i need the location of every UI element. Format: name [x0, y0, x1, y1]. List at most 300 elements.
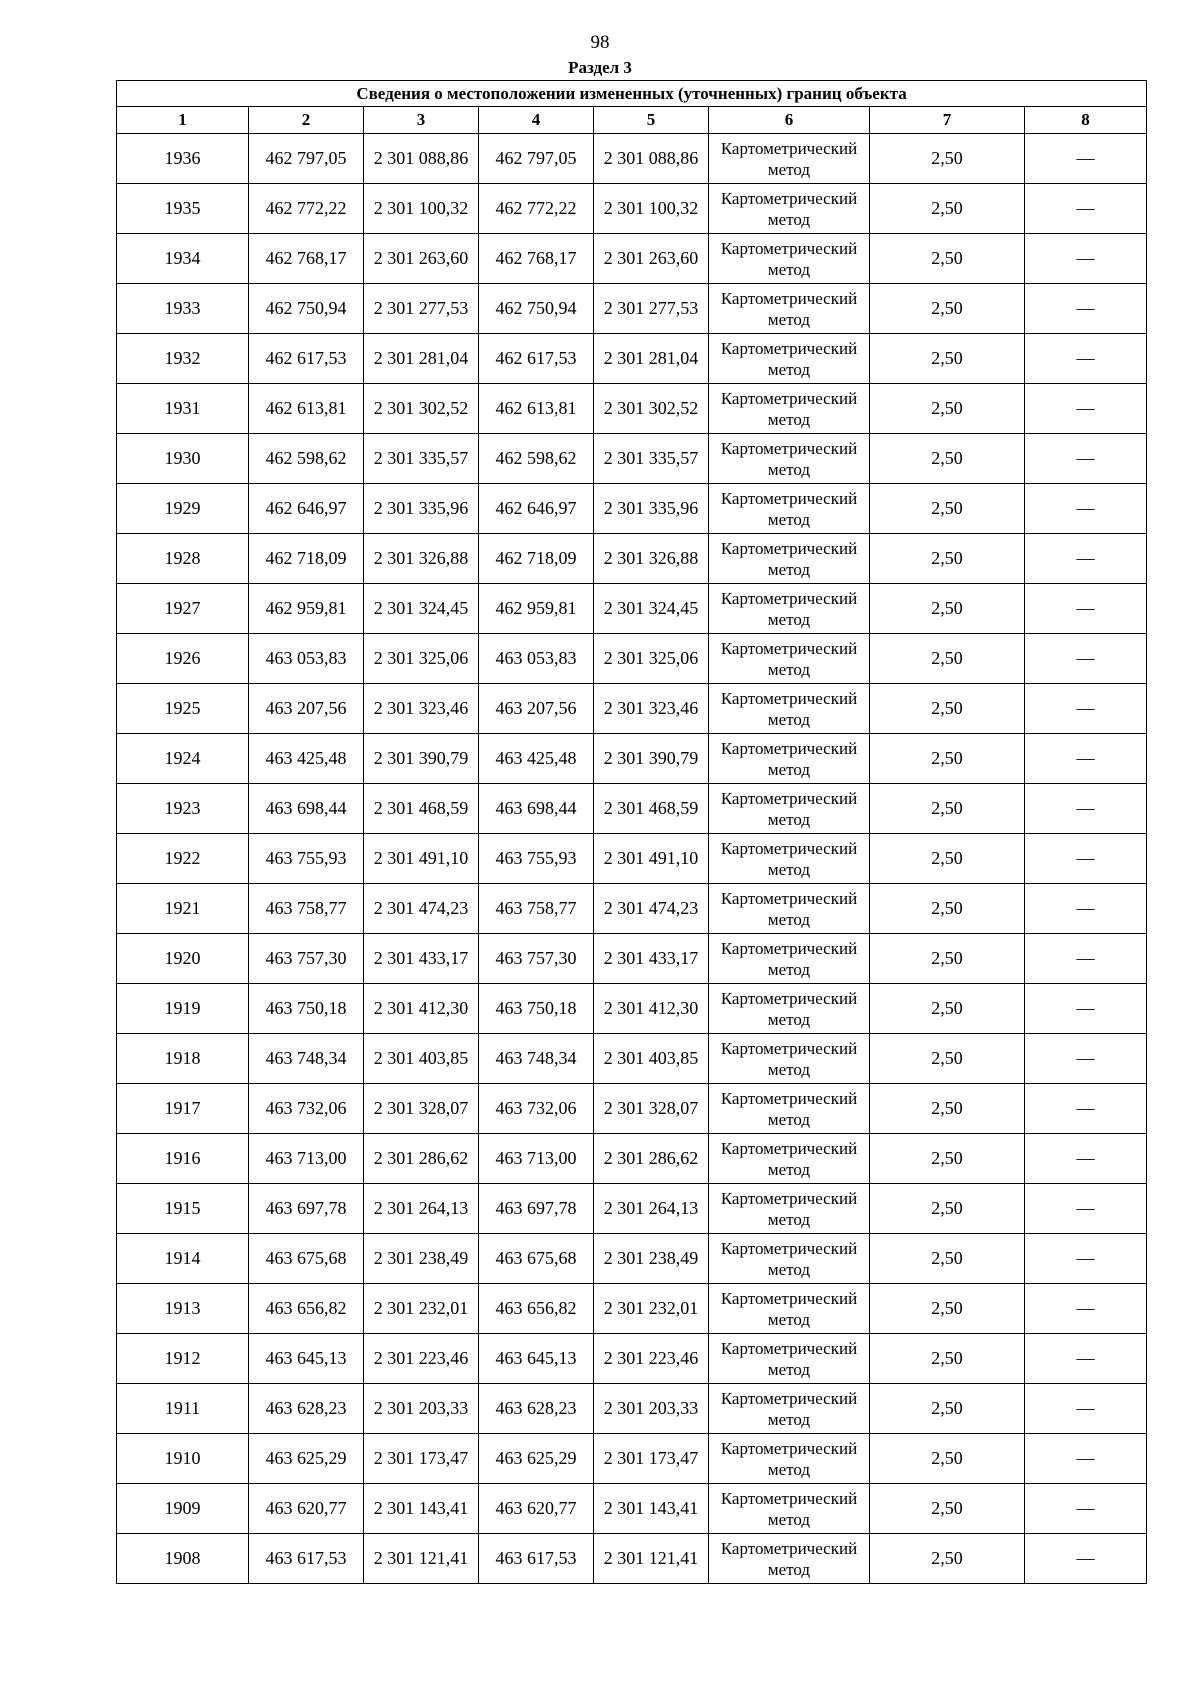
method-text: Картометрический метод: [720, 1038, 858, 1079]
refined-x-cell: 463 698,44: [479, 784, 594, 834]
accuracy-cell: 2,50: [870, 384, 1025, 434]
method-text: Картометрический метод: [720, 238, 858, 279]
existing-y-cell: 2 301 121,41: [364, 1534, 479, 1584]
method-text: Картометрический метод: [720, 838, 858, 879]
method-cell: [709, 1284, 870, 1334]
existing-x-cell: 463 207,56: [249, 684, 364, 734]
method-cell: [709, 834, 870, 884]
accuracy-cell: 2,50: [870, 484, 1025, 534]
page-number: 98: [590, 32, 610, 53]
point-number-cell: 1916: [117, 1134, 249, 1184]
refined-x-cell: 463 732,06: [479, 1084, 594, 1134]
point-number-cell: 1925: [117, 684, 249, 734]
accuracy-cell: 2,50: [870, 1434, 1025, 1484]
note-cell: —: [1025, 1534, 1147, 1584]
table-row: [117, 1234, 1147, 1284]
point-number-cell: 1928: [117, 534, 249, 584]
refined-y-cell: 2 301 491,10: [594, 834, 709, 884]
method-text: Картометрический метод: [720, 1438, 858, 1479]
table-row: [117, 1534, 1147, 1584]
existing-y-cell: 2 301 412,30: [364, 984, 479, 1034]
method-cell: [709, 1184, 870, 1234]
method-cell: [709, 334, 870, 384]
note-cell: —: [1025, 234, 1147, 284]
note-cell: —: [1025, 184, 1147, 234]
point-number-cell: 1917: [117, 1084, 249, 1134]
table-row: [117, 434, 1147, 484]
note-cell: —: [1025, 1184, 1147, 1234]
refined-y-cell: 2 301 433,17: [594, 934, 709, 984]
accuracy-cell: 2,50: [870, 884, 1025, 934]
point-number-cell: 1910: [117, 1434, 249, 1484]
existing-y-cell: 2 301 328,07: [364, 1084, 479, 1134]
method-text: Картометрический метод: [720, 188, 858, 229]
method-text: Картометрический метод: [720, 688, 858, 729]
refined-y-cell: 2 301 335,57: [594, 434, 709, 484]
table-row: [117, 334, 1147, 384]
method-cell: [709, 884, 870, 934]
existing-y-cell: 2 301 143,41: [364, 1484, 479, 1534]
point-number-cell: 1926: [117, 634, 249, 684]
method-text: Картометрический метод: [720, 488, 858, 529]
method-cell: [709, 684, 870, 734]
note-cell: —: [1025, 1284, 1147, 1334]
existing-x-cell: 463 750,18: [249, 984, 364, 1034]
refined-y-cell: 2 301 277,53: [594, 284, 709, 334]
refined-y-cell: 2 301 335,96: [594, 484, 709, 534]
refined-y-cell: 2 301 390,79: [594, 734, 709, 784]
refined-x-cell: 463 628,23: [479, 1384, 594, 1434]
point-number-cell: 1936: [117, 134, 249, 184]
method-cell: [709, 634, 870, 684]
point-number-cell: 1920: [117, 934, 249, 984]
existing-x-cell: 462 617,53: [249, 334, 364, 384]
refined-x-cell: 463 755,93: [479, 834, 594, 884]
existing-x-cell: 463 758,77: [249, 884, 364, 934]
existing-x-cell: 462 797,05: [249, 134, 364, 184]
method-text: Картометрический метод: [720, 388, 858, 429]
existing-y-cell: 2 301 323,46: [364, 684, 479, 734]
existing-x-cell: 463 755,93: [249, 834, 364, 884]
table-row: [117, 584, 1147, 634]
column-number-7: 7: [870, 107, 1025, 134]
method-cell: [709, 484, 870, 534]
refined-x-cell: 463 713,00: [479, 1134, 594, 1184]
refined-x-cell: 463 207,56: [479, 684, 594, 734]
table-row: [117, 1134, 1147, 1184]
table-row: [117, 1484, 1147, 1534]
column-number-5: 5: [594, 107, 709, 134]
existing-y-cell: 2 301 281,04: [364, 334, 479, 384]
accuracy-cell: 2,50: [870, 984, 1025, 1034]
existing-y-cell: 2 301 263,60: [364, 234, 479, 284]
method-text: Картометрический метод: [720, 588, 858, 629]
method-cell: [709, 1534, 870, 1584]
method-cell: [709, 1334, 870, 1384]
note-cell: —: [1025, 1334, 1147, 1384]
existing-x-cell: 463 698,44: [249, 784, 364, 834]
refined-y-cell: 2 301 238,49: [594, 1234, 709, 1284]
refined-x-cell: 462 718,09: [479, 534, 594, 584]
point-number-cell: 1913: [117, 1284, 249, 1334]
table-row: [117, 834, 1147, 884]
method-text: Картометрический метод: [720, 338, 858, 379]
method-text: Картометрический метод: [720, 1088, 858, 1129]
existing-y-cell: 2 301 433,17: [364, 934, 479, 984]
refined-y-cell: 2 301 403,85: [594, 1034, 709, 1084]
refined-x-cell: 463 617,53: [479, 1534, 594, 1584]
note-cell: —: [1025, 1134, 1147, 1184]
note-cell: —: [1025, 734, 1147, 784]
refined-x-cell: 463 675,68: [479, 1234, 594, 1284]
table-row: [117, 1334, 1147, 1384]
refined-y-cell: 2 301 286,62: [594, 1134, 709, 1184]
existing-x-cell: 463 425,48: [249, 734, 364, 784]
table-row: [117, 234, 1147, 284]
column-number-3: 3: [364, 107, 479, 134]
refined-y-cell: 2 301 223,46: [594, 1334, 709, 1384]
method-cell: [709, 1134, 870, 1184]
refined-y-cell: 2 301 100,32: [594, 184, 709, 234]
existing-x-cell: 462 750,94: [249, 284, 364, 334]
point-number-cell: 1921: [117, 884, 249, 934]
refined-y-cell: 2 301 143,41: [594, 1484, 709, 1534]
accuracy-cell: 2,50: [870, 1034, 1025, 1084]
refined-y-cell: 2 301 323,46: [594, 684, 709, 734]
existing-y-cell: 2 301 100,32: [364, 184, 479, 234]
existing-y-cell: 2 301 302,52: [364, 384, 479, 434]
table-row: [117, 1034, 1147, 1084]
refined-x-cell: 462 646,97: [479, 484, 594, 534]
note-cell: —: [1025, 284, 1147, 334]
method-cell: [709, 784, 870, 834]
refined-x-cell: 462 598,62: [479, 434, 594, 484]
accuracy-cell: 2,50: [870, 584, 1025, 634]
method-text: Картометрический метод: [720, 1188, 858, 1229]
accuracy-cell: 2,50: [870, 1084, 1025, 1134]
accuracy-cell: 2,50: [870, 734, 1025, 784]
accuracy-cell: 2,50: [870, 434, 1025, 484]
method-cell: [709, 184, 870, 234]
table-row: [117, 534, 1147, 584]
note-cell: —: [1025, 334, 1147, 384]
existing-x-cell: 463 628,23: [249, 1384, 364, 1434]
column-number-4: 4: [479, 107, 594, 134]
table-row: [117, 784, 1147, 834]
note-cell: —: [1025, 1434, 1147, 1484]
refined-y-cell: 2 301 326,88: [594, 534, 709, 584]
table-row: [117, 1084, 1147, 1134]
point-number-cell: 1908: [117, 1534, 249, 1584]
accuracy-cell: 2,50: [870, 684, 1025, 734]
note-cell: —: [1025, 834, 1147, 884]
table-row: [117, 184, 1147, 234]
point-number-cell: 1914: [117, 1234, 249, 1284]
existing-y-cell: 2 301 173,47: [364, 1434, 479, 1484]
refined-y-cell: 2 301 302,52: [594, 384, 709, 434]
existing-x-cell: 463 620,77: [249, 1484, 364, 1534]
existing-y-cell: 2 301 238,49: [364, 1234, 479, 1284]
method-text: Картометрический метод: [720, 738, 858, 779]
method-text: Картометрический метод: [720, 138, 858, 179]
table-body: [117, 134, 1147, 1584]
method-cell: [709, 1234, 870, 1284]
method-text: Картометрический метод: [720, 1238, 858, 1279]
method-text: Картометрический метод: [720, 1138, 858, 1179]
existing-x-cell: 463 617,53: [249, 1534, 364, 1584]
column-number-6: 6: [709, 107, 870, 134]
existing-y-cell: 2 301 286,62: [364, 1134, 479, 1184]
table-row: [117, 634, 1147, 684]
note-cell: —: [1025, 1084, 1147, 1134]
method-text: Картометрический метод: [720, 938, 858, 979]
column-number-row: [117, 107, 1147, 134]
accuracy-cell: 2,50: [870, 334, 1025, 384]
note-cell: —: [1025, 884, 1147, 934]
refined-x-cell: 463 750,18: [479, 984, 594, 1034]
method-text: Картометрический метод: [720, 888, 858, 929]
point-number-cell: 1919: [117, 984, 249, 1034]
existing-x-cell: 463 748,34: [249, 1034, 364, 1084]
table-row: [117, 684, 1147, 734]
accuracy-cell: 2,50: [870, 1534, 1025, 1584]
existing-y-cell: 2 301 277,53: [364, 284, 479, 334]
refined-x-cell: 463 425,48: [479, 734, 594, 784]
point-number-cell: 1931: [117, 384, 249, 434]
method-cell: [709, 1034, 870, 1084]
refined-y-cell: 2 301 324,45: [594, 584, 709, 634]
accuracy-cell: 2,50: [870, 1284, 1025, 1334]
existing-x-cell: 462 768,17: [249, 234, 364, 284]
accuracy-cell: 2,50: [870, 834, 1025, 884]
existing-y-cell: 2 301 474,23: [364, 884, 479, 934]
existing-x-cell: 463 645,13: [249, 1334, 364, 1384]
note-cell: —: [1025, 684, 1147, 734]
refined-y-cell: 2 301 412,30: [594, 984, 709, 1034]
existing-x-cell: 463 656,82: [249, 1284, 364, 1334]
refined-y-cell: 2 301 328,07: [594, 1084, 709, 1134]
existing-y-cell: 2 301 088,86: [364, 134, 479, 184]
method-cell: [709, 534, 870, 584]
method-cell: [709, 934, 870, 984]
existing-x-cell: 463 732,06: [249, 1084, 364, 1134]
table-row: [117, 1434, 1147, 1484]
refined-x-cell: 463 748,34: [479, 1034, 594, 1084]
refined-x-cell: 462 772,22: [479, 184, 594, 234]
existing-y-cell: 2 301 335,96: [364, 484, 479, 534]
existing-y-cell: 2 301 325,06: [364, 634, 479, 684]
accuracy-cell: 2,50: [870, 534, 1025, 584]
point-number-cell: 1911: [117, 1384, 249, 1434]
refined-x-cell: 463 620,77: [479, 1484, 594, 1534]
existing-x-cell: 463 625,29: [249, 1434, 364, 1484]
refined-x-cell: 462 613,81: [479, 384, 594, 434]
refined-y-cell: 2 301 263,60: [594, 234, 709, 284]
refined-x-cell: 463 757,30: [479, 934, 594, 984]
refined-y-cell: 2 301 468,59: [594, 784, 709, 834]
accuracy-cell: 2,50: [870, 934, 1025, 984]
existing-x-cell: 463 675,68: [249, 1234, 364, 1284]
table-row: [117, 1184, 1147, 1234]
table-row: [117, 734, 1147, 784]
existing-x-cell: 462 613,81: [249, 384, 364, 434]
point-number-cell: 1915: [117, 1184, 249, 1234]
table-title: Сведения о местоположении измененных (уточненных) границ объекта: [117, 81, 1147, 107]
method-cell: [709, 734, 870, 784]
point-number-cell: 1918: [117, 1034, 249, 1084]
accuracy-cell: 2,50: [870, 1334, 1025, 1384]
point-number-cell: 1923: [117, 784, 249, 834]
point-number-cell: 1930: [117, 434, 249, 484]
accuracy-cell: 2,50: [870, 1484, 1025, 1534]
refined-y-cell: 2 301 203,33: [594, 1384, 709, 1434]
method-cell: [709, 1084, 870, 1134]
accuracy-cell: 2,50: [870, 134, 1025, 184]
table-row: [117, 984, 1147, 1034]
method-text: Картометрический метод: [720, 438, 858, 479]
note-cell: —: [1025, 934, 1147, 984]
note-cell: —: [1025, 1234, 1147, 1284]
refined-x-cell: 462 768,17: [479, 234, 594, 284]
column-number-1: 1: [117, 107, 249, 134]
refined-x-cell: 463 645,13: [479, 1334, 594, 1384]
note-cell: —: [1025, 434, 1147, 484]
method-cell: [709, 984, 870, 1034]
table-row: [117, 484, 1147, 534]
note-cell: —: [1025, 384, 1147, 434]
accuracy-cell: 2,50: [870, 1184, 1025, 1234]
note-cell: —: [1025, 984, 1147, 1034]
accuracy-cell: 2,50: [870, 234, 1025, 284]
refined-y-cell: 2 301 088,86: [594, 134, 709, 184]
refined-y-cell: 2 301 264,13: [594, 1184, 709, 1234]
existing-y-cell: 2 301 324,45: [364, 584, 479, 634]
method-text: Картометрический метод: [720, 788, 858, 829]
method-cell: [709, 234, 870, 284]
existing-y-cell: 2 301 390,79: [364, 734, 479, 784]
table-row: [117, 384, 1147, 434]
accuracy-cell: 2,50: [870, 184, 1025, 234]
column-number-8: 8: [1025, 107, 1147, 134]
note-cell: —: [1025, 584, 1147, 634]
refined-x-cell: 463 656,82: [479, 1284, 594, 1334]
existing-y-cell: 2 301 468,59: [364, 784, 479, 834]
refined-y-cell: 2 301 173,47: [594, 1434, 709, 1484]
point-number-cell: 1934: [117, 234, 249, 284]
method-text: Картометрический метод: [720, 638, 858, 679]
accuracy-cell: 2,50: [870, 634, 1025, 684]
existing-x-cell: 462 772,22: [249, 184, 364, 234]
method-text: Картометрический метод: [720, 1338, 858, 1379]
existing-y-cell: 2 301 326,88: [364, 534, 479, 584]
method-cell: [709, 434, 870, 484]
existing-y-cell: 2 301 491,10: [364, 834, 479, 884]
refined-y-cell: 2 301 281,04: [594, 334, 709, 384]
existing-x-cell: 462 646,97: [249, 484, 364, 534]
method-text: Картометрический метод: [720, 288, 858, 329]
refined-x-cell: 462 797,05: [479, 134, 594, 184]
accuracy-cell: 2,50: [870, 284, 1025, 334]
point-number-cell: 1922: [117, 834, 249, 884]
point-number-cell: 1935: [117, 184, 249, 234]
refined-x-cell: 463 758,77: [479, 884, 594, 934]
existing-y-cell: 2 301 232,01: [364, 1284, 479, 1334]
method-cell: [709, 1484, 870, 1534]
table-row: [117, 1284, 1147, 1334]
existing-x-cell: 463 053,83: [249, 634, 364, 684]
accuracy-cell: 2,50: [870, 1384, 1025, 1434]
refined-x-cell: 462 959,81: [479, 584, 594, 634]
method-text: Картометрический метод: [720, 538, 858, 579]
method-cell: [709, 1434, 870, 1484]
refined-x-cell: 462 617,53: [479, 334, 594, 384]
existing-y-cell: 2 301 264,13: [364, 1184, 479, 1234]
existing-x-cell: 462 598,62: [249, 434, 364, 484]
table-row: [117, 134, 1147, 184]
note-cell: —: [1025, 634, 1147, 684]
existing-x-cell: 463 713,00: [249, 1134, 364, 1184]
method-text: Картометрический метод: [720, 1388, 858, 1429]
existing-x-cell: 462 959,81: [249, 584, 364, 634]
refined-x-cell: 463 053,83: [479, 634, 594, 684]
note-cell: —: [1025, 484, 1147, 534]
accuracy-cell: 2,50: [870, 784, 1025, 834]
method-text: Картометрический метод: [720, 988, 858, 1029]
refined-x-cell: 463 697,78: [479, 1184, 594, 1234]
note-cell: —: [1025, 1034, 1147, 1084]
table-row: [117, 284, 1147, 334]
method-text: Картометрический метод: [720, 1288, 858, 1329]
note-cell: —: [1025, 1484, 1147, 1534]
existing-y-cell: 2 301 335,57: [364, 434, 479, 484]
point-number-cell: 1912: [117, 1334, 249, 1384]
existing-y-cell: 2 301 223,46: [364, 1334, 479, 1384]
point-number-cell: 1932: [117, 334, 249, 384]
refined-y-cell: 2 301 474,23: [594, 884, 709, 934]
refined-y-cell: 2 301 232,01: [594, 1284, 709, 1334]
method-text: Картометрический метод: [720, 1488, 858, 1529]
existing-x-cell: 462 718,09: [249, 534, 364, 584]
table-row: [117, 1384, 1147, 1434]
refined-x-cell: 462 750,94: [479, 284, 594, 334]
note-cell: —: [1025, 1384, 1147, 1434]
note-cell: —: [1025, 134, 1147, 184]
section-label: Раздел 3: [568, 58, 632, 77]
note-cell: —: [1025, 534, 1147, 584]
existing-x-cell: 463 757,30: [249, 934, 364, 984]
point-number-cell: 1929: [117, 484, 249, 534]
table-row: [117, 884, 1147, 934]
accuracy-cell: 2,50: [870, 1134, 1025, 1184]
refined-y-cell: 2 301 121,41: [594, 1534, 709, 1584]
existing-x-cell: 463 697,78: [249, 1184, 364, 1234]
point-number-cell: 1909: [117, 1484, 249, 1534]
refined-y-cell: 2 301 325,06: [594, 634, 709, 684]
method-cell: [709, 134, 870, 184]
existing-y-cell: 2 301 403,85: [364, 1034, 479, 1084]
method-cell: [709, 1384, 870, 1434]
method-cell: [709, 584, 870, 634]
method-text: Картометрический метод: [720, 1538, 858, 1579]
column-number-2: 2: [249, 107, 364, 134]
point-number-cell: 1927: [117, 584, 249, 634]
point-number-cell: 1924: [117, 734, 249, 784]
existing-y-cell: 2 301 203,33: [364, 1384, 479, 1434]
note-cell: —: [1025, 784, 1147, 834]
method-cell: [709, 384, 870, 434]
method-cell: [709, 284, 870, 334]
point-number-cell: 1933: [117, 284, 249, 334]
